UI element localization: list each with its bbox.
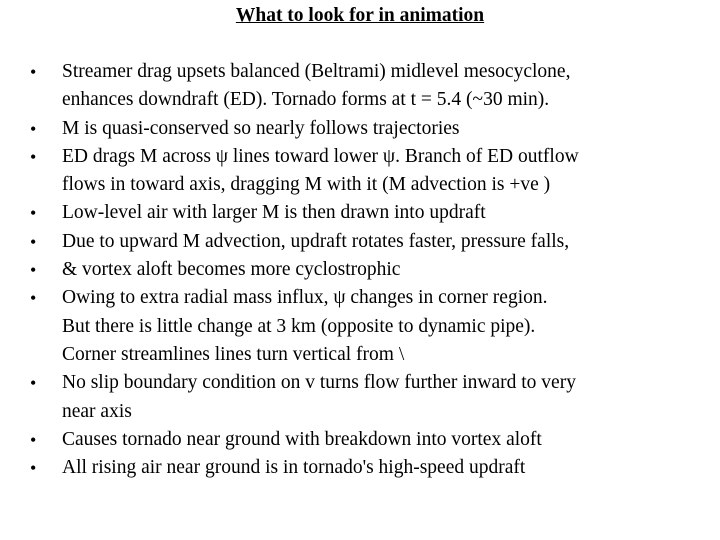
bullet-item [0,199,720,227]
bullet-line: M is quasi-conserved so nearly follows trajectories [62,117,460,139]
bullet-line: enhances downdraft (ED). Tornado forms at t = 5.4 (~30 min). [62,89,550,111]
bullet-dot-icon: • [30,260,37,281]
bullet-line: near axis [62,400,132,422]
bullet-dot-icon: • [30,231,37,252]
bullet-item [0,256,720,284]
bullet-item [0,58,720,115]
bullet-item [0,284,720,369]
bullet-item [0,143,720,200]
bullet-dot-icon: • [30,458,37,479]
bullet-dot-icon: • [30,203,37,224]
bullet-line: All rising air near ground is in tornado's high-speed updraft [62,457,526,479]
bullet-line: But there is little change at 3 km (opposite to dynamic pipe). [62,315,536,337]
bullet-dot-icon: • [30,288,37,309]
bullet-item [0,454,720,482]
bullet-item [0,115,720,143]
bullet-dot-icon: • [30,118,37,139]
bullet-dot-icon: • [30,373,37,394]
bullet-line: Causes tornado near ground with breakdown into vortex aloft [62,428,542,450]
bullet-line: & vortex aloft becomes more cyclostrophic [62,259,401,281]
bullet-line: Due to upward M advection, updraft rotates faster, pressure falls, [62,230,570,252]
bullet-dot-icon: • [30,146,37,167]
bullet-item [0,228,720,256]
bullet-dot-icon: • [30,429,37,450]
bullet-item [0,426,720,454]
bullet-line: Corner streamlines lines turn vertical from \ [62,343,405,365]
bullet-line: Streamer drag upsets balanced (Beltrami) midlevel mesocyclone, [62,61,571,82]
bullet-line: Owing to extra radial mass influx, ψ changes in corner region. [62,287,548,309]
bullet-list [0,58,720,482]
slide-title: What to look for in animation [235,5,485,26]
bullet-line: No slip boundary condition on v turns flow further inward to very [62,372,576,394]
bullet-dot-icon: • [30,62,37,82]
bullet-line: ED drags M across ψ lines toward lower ψ. Branch of ED outflow [62,145,579,167]
bullet-line: Low-level air with larger M is then drawn into updraft [62,202,486,224]
bullet-line: flows in toward axis, dragging M with it (M advection is +ve ) [62,174,551,196]
bullet-item [0,369,720,426]
